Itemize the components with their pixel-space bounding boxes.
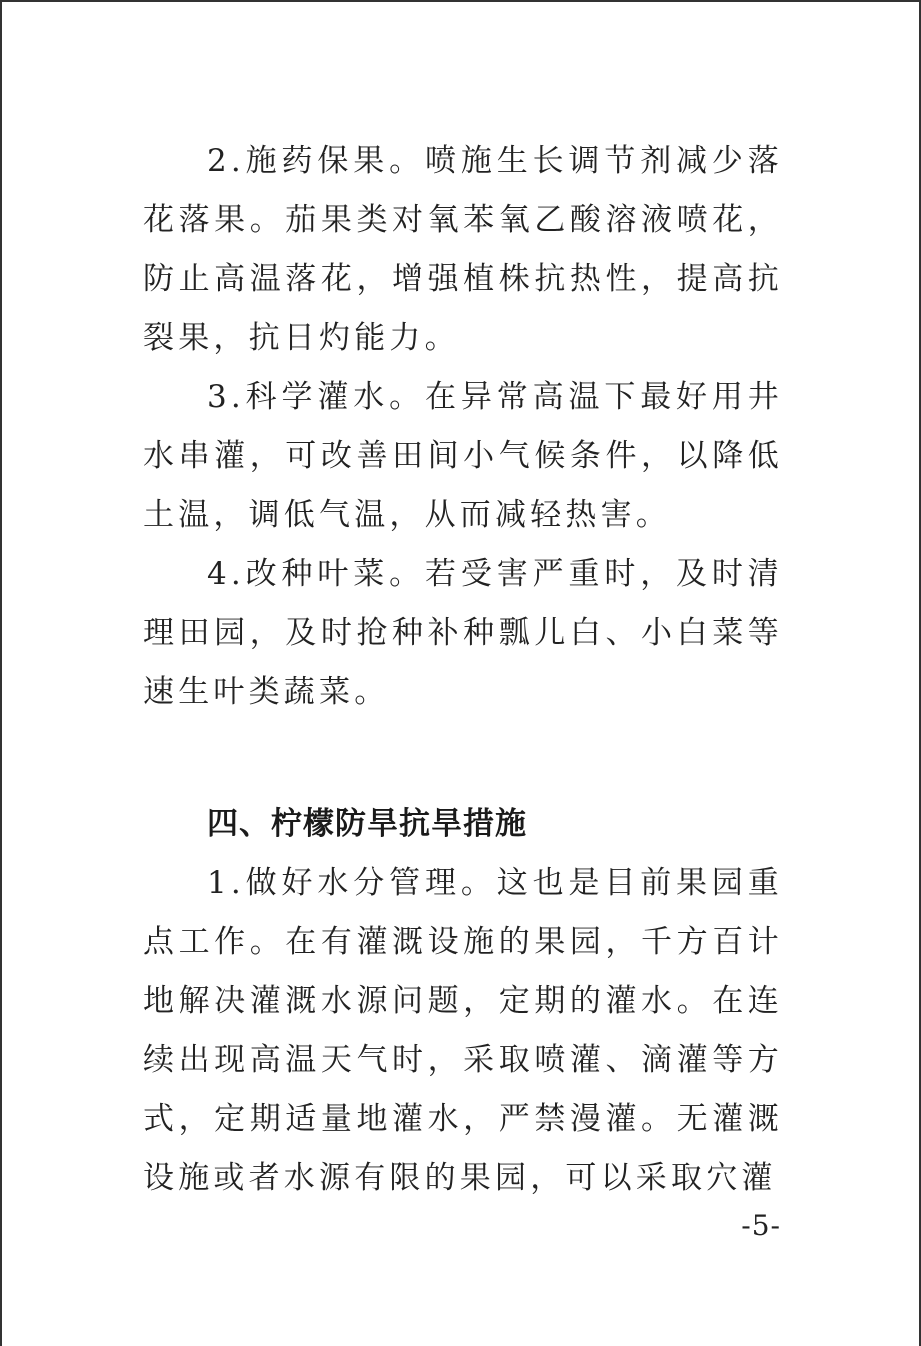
paragraph-water-management: 1.做好水分管理。这也是目前果园重点工作。在有灌溉设施的果园，千方百计地解决灌溉水源问题，定期的灌水。在连续出现高温天气时，采取喷灌、滴灌等方式，定期适量地灌水，严禁漫灌。无灌溉设施或者水源有限的果园，可以采取穴灌 — [143, 865, 783, 1196]
section-heading: 四、柠檬防旱抗旱措施 — [207, 806, 527, 842]
page-border-top — [0, 0, 921, 2]
paragraph-irrigation: 3.科学灌水。在异常高温下最好用井水串灌，可改善田间小气候条件，以降低土温，调低气温，从而减轻热害。 — [143, 379, 783, 533]
page-border-left — [0, 0, 2, 1346]
paragraph-spray-fruit: 2.施药保果。喷施生长调节剂减少落花落果。茄果类对氧苯氧乙酸溶液喷花，防止高温落花，增强植株抗热性，提高抗裂果，抗日灼能力。 — [143, 143, 783, 356]
paragraph-leafy-vegetables: 4.改种叶菜。若受害严重时，及时清理田园，及时抢种补种瓢儿白、小白菜等速生叶类蔬菜。 — [143, 556, 783, 710]
document-body — [143, 132, 783, 1208]
page-number: -5- — [741, 1209, 781, 1242]
